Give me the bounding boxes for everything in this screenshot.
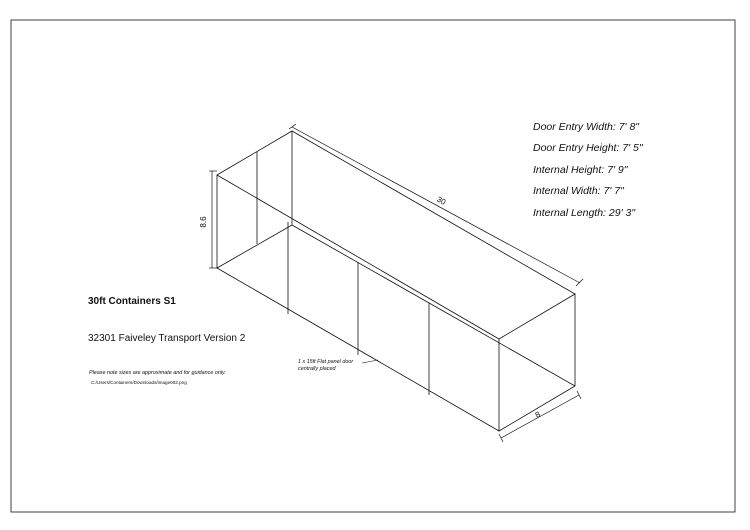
height-dimension-label: 8.6 — [199, 216, 208, 228]
project-name: 32301 Faiveley Transport Version 2 — [88, 333, 246, 344]
file-path: C:/Users/Containers/Downloads/image002.png — [91, 380, 187, 385]
door-callout-line1: 1 x 15ft Flat panel door — [298, 359, 354, 365]
container-end-face — [217, 131, 292, 268]
width-dimension-label: 8 — [533, 409, 542, 420]
door-callout-line2: centrally placed — [298, 366, 336, 372]
spec-internal-width: Internal Width: 7' 7" — [533, 185, 624, 197]
spec-door-entry-height: Door Entry Height: 7' 5" — [533, 142, 643, 154]
height-dimension — [209, 171, 217, 268]
length-dimension-label: 30 — [435, 194, 448, 207]
disclaimer-note: Please note sizes are approximate and for guidance only. — [89, 370, 226, 376]
callout-leader — [362, 360, 378, 363]
spec-internal-length: Internal Length: 29' 3" — [533, 207, 636, 219]
drawing-title: 30ft Containers S1 — [88, 296, 176, 307]
door-callout — [298, 359, 353, 373]
container-wireframe — [217, 131, 575, 431]
spec-door-entry-width: Door Entry Width: 7' 8" — [533, 121, 640, 133]
spec-internal-height: Internal Height: 7' 9" — [533, 164, 628, 176]
